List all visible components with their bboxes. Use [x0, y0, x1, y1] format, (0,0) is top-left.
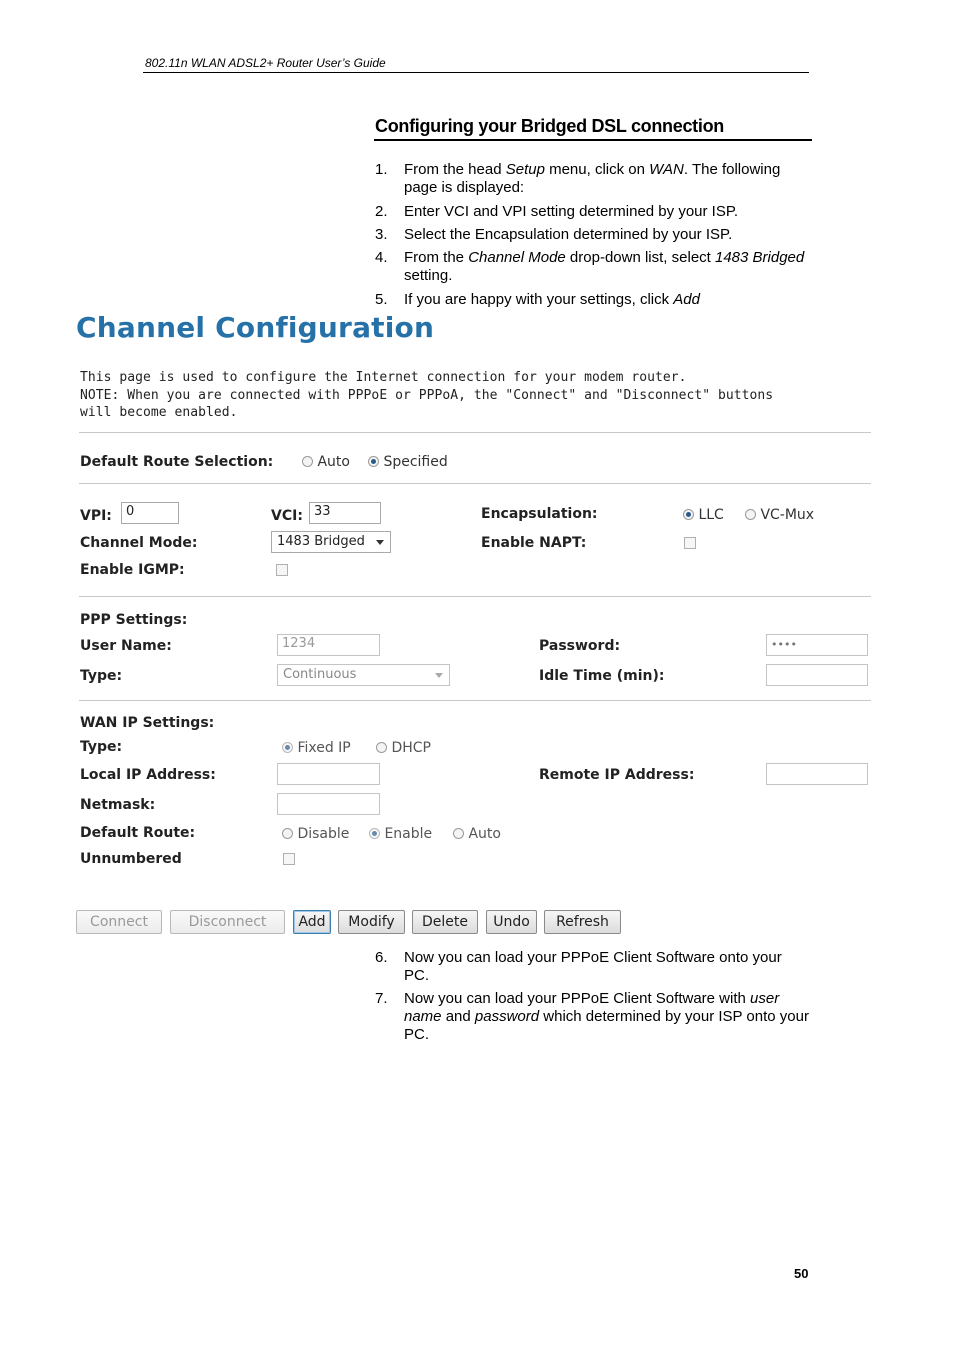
intro-line: will become enabled.	[80, 405, 238, 420]
vci-input[interactable]: 33	[309, 502, 381, 524]
radio-route-enable[interactable]: Enable	[369, 826, 432, 842]
divider	[79, 432, 871, 433]
add-button[interactable]: Add	[293, 910, 331, 934]
encapsulation-label: Encapsulation:	[481, 506, 598, 522]
radio-icon[interactable]	[745, 509, 756, 520]
step-text: From the head Setup menu, click on WAN. The following page is displayed:	[404, 161, 781, 196]
step-number: 1.	[375, 161, 388, 178]
remote-ip-input[interactable]	[766, 763, 868, 785]
step-number: 2.	[375, 203, 388, 220]
intro-line: This page is used to configure the Internet connection for your modem router.	[80, 370, 687, 385]
chevron-down-icon	[376, 540, 384, 545]
vpi-input[interactable]: 0	[121, 502, 179, 524]
password-input[interactable]: ••••	[766, 634, 868, 656]
undo-button[interactable]: Undo	[486, 910, 537, 934]
unnumbered-checkbox[interactable]	[283, 853, 295, 865]
netmask-label: Netmask:	[80, 797, 156, 813]
refresh-button[interactable]: Refresh	[544, 910, 621, 934]
intro-line: NOTE: When you are connected with PPPoE or PPPoA, the "Connect" and "Disconnect" buttons	[80, 387, 774, 403]
radio-fixed-ip[interactable]: Fixed IP	[282, 740, 351, 756]
radio-dhcp[interactable]: DHCP	[376, 740, 431, 756]
step-number: 6.	[375, 949, 388, 966]
channel-mode-label: Channel Mode:	[80, 535, 198, 551]
user-name-input[interactable]: 1234	[277, 634, 380, 656]
enable-napt-label: Enable NAPT:	[481, 535, 587, 551]
step-number: 5.	[375, 291, 388, 308]
header-rule	[143, 72, 809, 73]
enable-igmp-checkbox[interactable]	[276, 564, 288, 576]
remote-ip-label: Remote IP Address:	[539, 767, 695, 783]
radio-icon[interactable]	[453, 828, 464, 839]
wan-ip-settings-heading: WAN IP Settings:	[80, 715, 215, 731]
vpi-label: VPI:	[80, 508, 112, 524]
divider	[79, 596, 871, 597]
local-ip-label: Local IP Address:	[80, 767, 216, 783]
user-name-label: User Name:	[80, 638, 172, 654]
radio-icon[interactable]	[376, 742, 387, 753]
page-number: 50	[794, 1266, 809, 1281]
document-header: 802.11n WLAN ADSL2+ Router User’s Guide	[145, 56, 386, 70]
step-number: 7.	[375, 990, 388, 1007]
radio-selected-icon[interactable]	[369, 828, 380, 839]
ppp-settings-heading: PPP Settings:	[80, 612, 188, 628]
local-ip-input[interactable]	[277, 763, 380, 785]
section-rule	[374, 139, 812, 141]
radio-auto-route[interactable]: Auto	[302, 454, 350, 470]
step-text: Now you can load your PPPoE Client Software with user name and password which determined by your ISP onto your PC.	[404, 990, 809, 1043]
idle-time-label: Idle Time (min):	[539, 668, 665, 684]
enable-igmp-label: Enable IGMP:	[80, 562, 185, 578]
radio-llc[interactable]: LLC	[683, 507, 724, 523]
section-title: Configuring your Bridged DSL connection	[375, 116, 724, 136]
idle-time-input[interactable]	[766, 664, 868, 686]
wan-type-label: Type:	[80, 739, 123, 755]
chevron-down-icon	[435, 673, 443, 678]
step-text: If you are happy with your settings, click Add	[404, 291, 700, 308]
radio-icon[interactable]	[302, 456, 313, 467]
radio-vc-mux[interactable]: VC-Mux	[745, 507, 814, 523]
step-number: 3.	[375, 226, 388, 243]
step-number: 4.	[375, 249, 388, 266]
delete-button[interactable]: Delete	[412, 910, 478, 934]
step-text: Select the Encapsulation determined by your ISP.	[404, 226, 733, 243]
radio-specified-route[interactable]: Specified	[368, 454, 448, 470]
vci-label: VCI:	[271, 508, 303, 524]
step-text: From the Channel Mode drop-down list, select 1483 Bridged setting.	[404, 249, 805, 284]
radio-icon[interactable]	[282, 828, 293, 839]
disconnect-button[interactable]: Disconnect	[170, 910, 285, 934]
step-text: Now you can load your PPPoE Client Software onto your PC.	[404, 949, 782, 984]
step-text: Enter VCI and VPI setting determined by your ISP.	[404, 203, 739, 220]
radio-route-disable[interactable]: Disable	[282, 826, 349, 842]
divider	[79, 700, 871, 701]
unnumbered-label: Unnumbered	[80, 851, 182, 867]
radio-selected-icon[interactable]	[683, 509, 694, 520]
radio-selected-icon[interactable]	[368, 456, 379, 467]
ppp-type-label: Type:	[80, 668, 123, 684]
radio-selected-icon[interactable]	[282, 742, 293, 753]
password-label: Password:	[539, 638, 621, 654]
divider	[79, 483, 871, 484]
enable-napt-checkbox[interactable]	[684, 537, 696, 549]
modify-button[interactable]: Modify	[338, 910, 405, 934]
connect-button[interactable]: Connect	[76, 910, 162, 934]
radio-route-auto[interactable]: Auto	[453, 826, 501, 842]
page-title: Channel Configuration	[76, 311, 435, 344]
default-route-label: Default Route:	[80, 825, 196, 841]
default-route-selection-label: Default Route Selection:	[80, 454, 274, 470]
channel-mode-select[interactable]: 1483 Bridged	[271, 531, 391, 553]
netmask-input[interactable]	[277, 793, 380, 815]
intro-text	[80, 369, 773, 422]
ppp-type-select[interactable]: Continuous	[277, 664, 450, 686]
